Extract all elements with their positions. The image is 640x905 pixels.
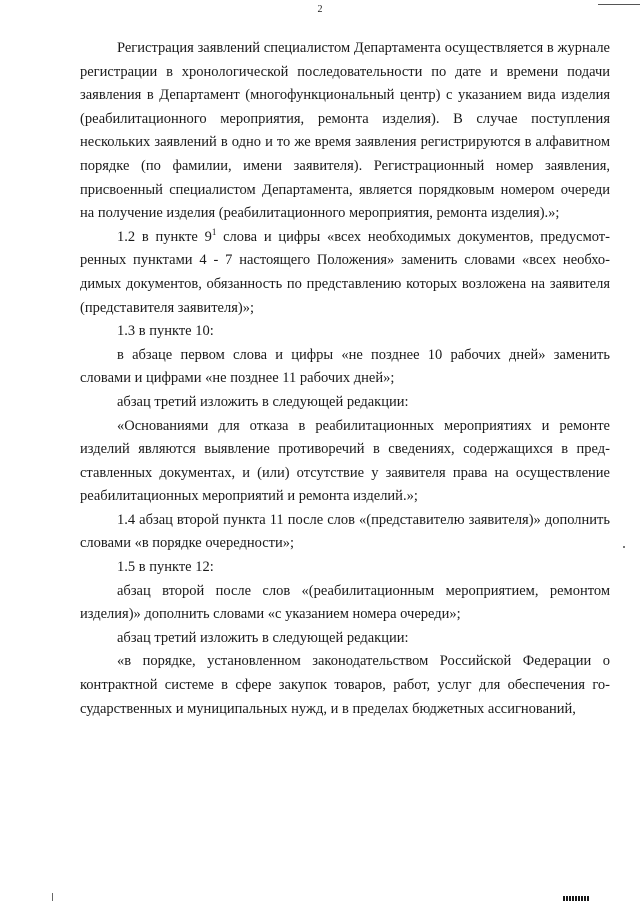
item-1-2-text-end: слова и цифры «всех необходимых документов, предусмотренных пунктами 4 - 7 настоящего Положения» заменить словами «всех необходимых документов, обязанность по представлению которых возложена на заявителя (представителя заявителя)»; bbox=[80, 228, 610, 316]
paragraph-registration-procedure: Регистрация заявлений специалистом Департамента осуществляется в журнале регистрации в хронологической последовательности по дате и времени подачи заявления в Департамент (многофункциональный центр) с указанием вида изделия (реабилитационного мероприятия, ремонта изделия). В случае поступления нескольких заявлений в одно и то же время заявления регистрируются в алфавитном порядке (по фамилии, имени заявителя). Регистрационный номер заявления, присвоенный специалистом Департамента, является порядковым номером очереди на получение изделия (реабилитационного мероприятия, ремонта изделия).»; bbox=[80, 40, 610, 222]
paragraph-item-1-5-third-abzac: абзац третий изложить в следующей редакции: bbox=[117, 629, 409, 646]
item-1-2-superscript: 1 bbox=[211, 226, 217, 237]
paragraph-item-1-4: 1.4 абзац второй пункта 11 после слов «(представителю заявителя)» дополнить словами «в порядке очередности»; bbox=[80, 511, 610, 552]
page-number: 2 bbox=[317, 4, 323, 15]
paragraph-item-1-2 bbox=[80, 226, 610, 320]
paragraph-item-1-3-third-abzac: абзац третий изложить в следующей редакции: bbox=[117, 393, 409, 410]
scan-mark-side bbox=[623, 546, 625, 548]
paragraph-refusal-grounds-quote: «Основаниями для отказа в реабилитационных мероприятиях и ремонте изделий являются выявление противоречий в сведениях, содержащихся в представленных документах, и (или) отсутствие у заявителя права на осуществление реабилитационных мероприятий и ремонта изделий.»; bbox=[80, 417, 610, 505]
paragraph-item-1-5: 1.5 в пункте 12: bbox=[117, 559, 214, 576]
scan-barcode-mark bbox=[563, 896, 589, 901]
paragraph-item-1-3-first-abzac: в абзаце первом слова и цифры «не позднее 10 рабочих дней» заменить словами и цифрами «не позднее 11 рабочих дней»; bbox=[80, 346, 610, 387]
document-body bbox=[80, 37, 610, 721]
paragraph-item-1-5-second-abzac: абзац второй после слов «(реабилитационным мероприятием, ремонтом изделия)» дополнить словами «с указанием номера очереди»; bbox=[80, 582, 610, 623]
item-1-2-text-start: 1.2 в пункте 9 bbox=[117, 228, 212, 245]
scan-mark-bottom-left bbox=[52, 893, 53, 901]
paragraph-item-1-3: 1.3 в пункте 10: bbox=[117, 323, 214, 340]
paragraph-procurement-quote: «в порядке, установленном законодательством Российской Федерации о контрактной системе в сфере закупок товаров, работ, услуг для обеспечения государственных и муниципальных нужд, и в пределах бюджетных ассигнований, bbox=[80, 653, 610, 717]
